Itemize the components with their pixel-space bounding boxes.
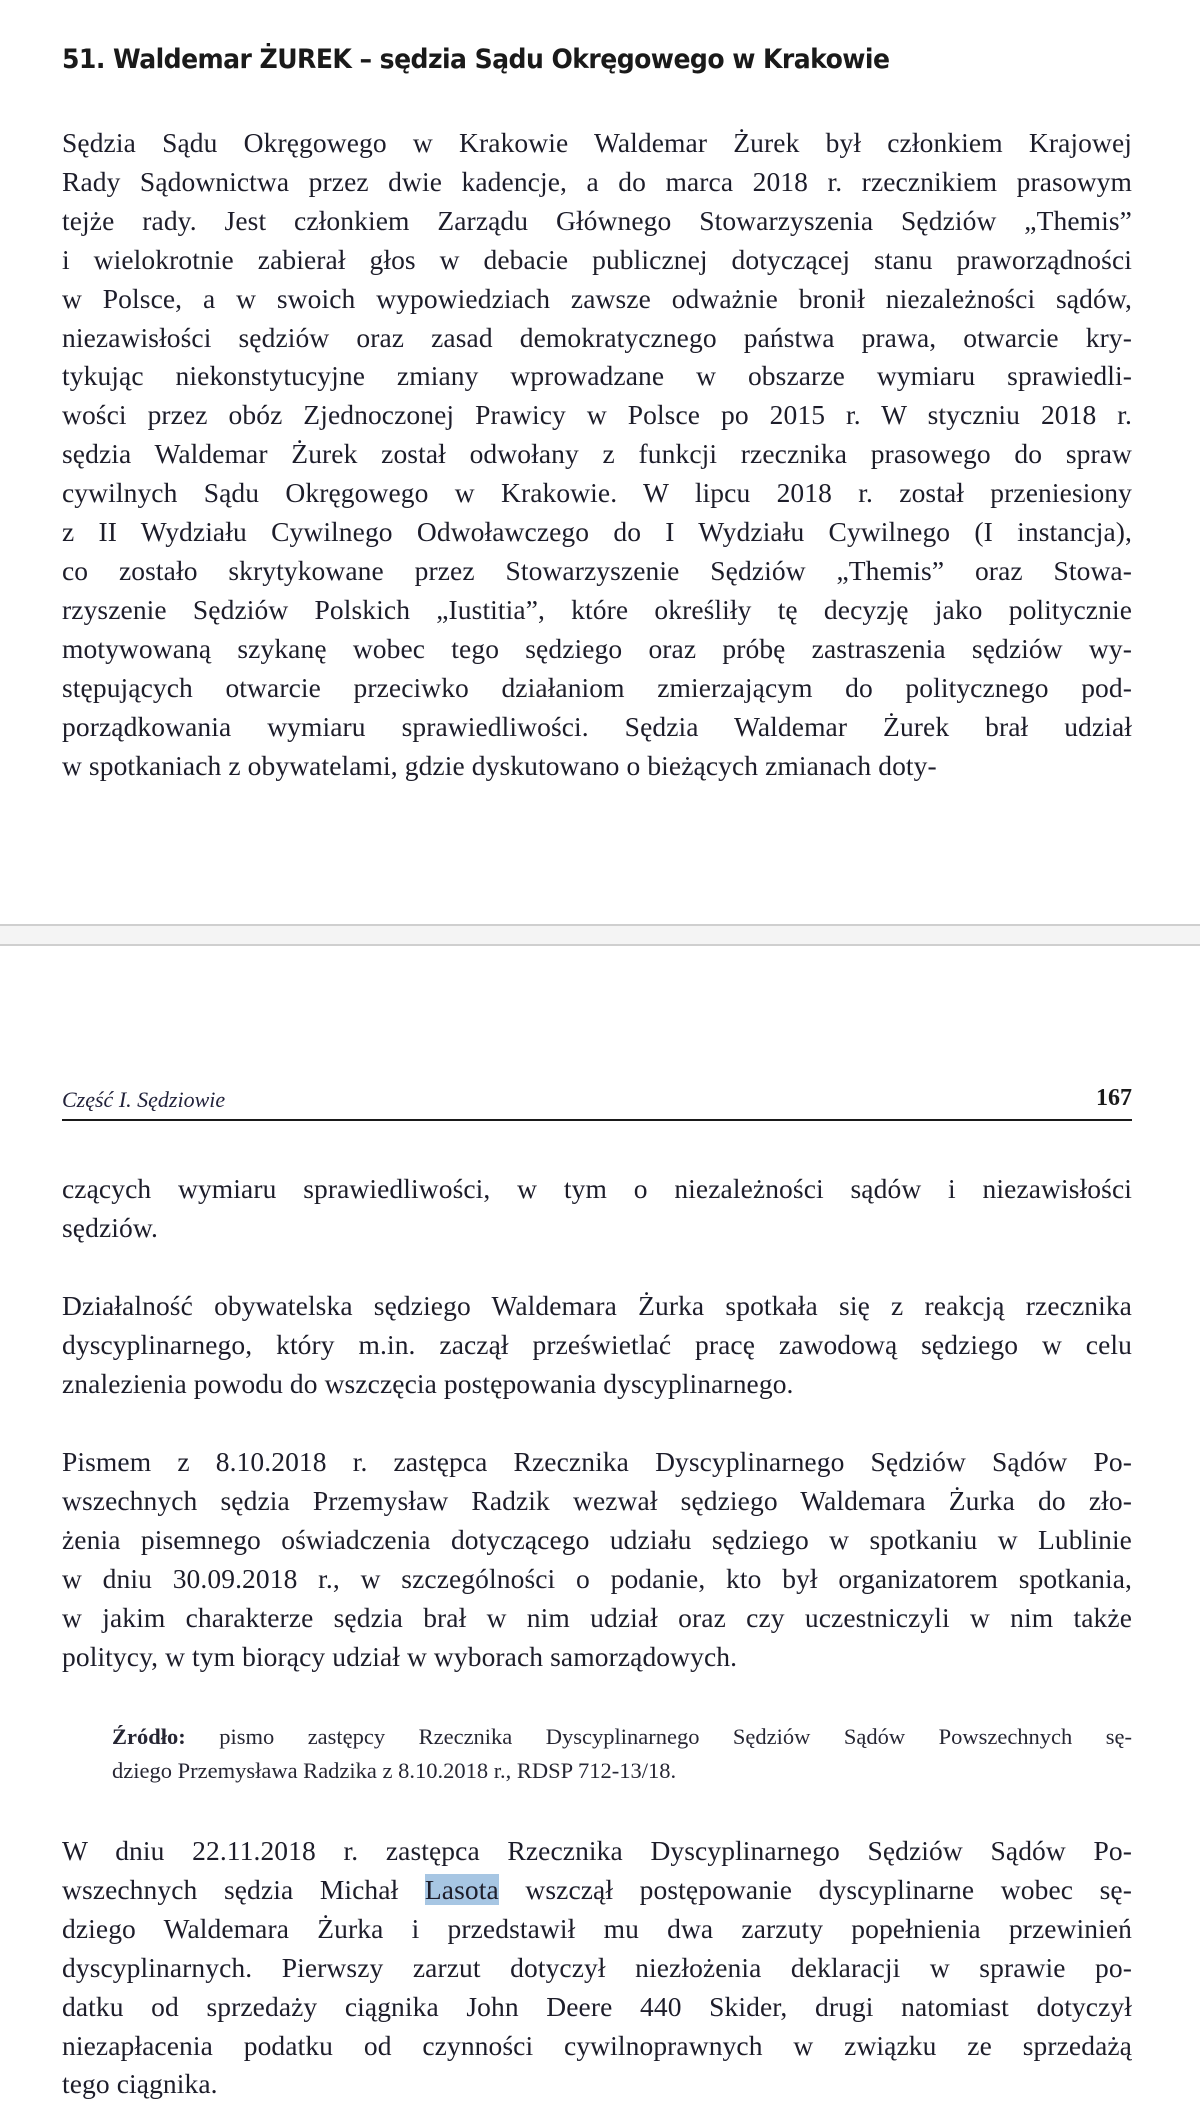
- text-line: stępujących otwarcie przeciwko działaniom zmierzającym do politycznego pod-: [62, 671, 1132, 703]
- text-line: niezapłacenia podatku od czynności cywilnoprawnych w związku ze sprzedażą: [62, 2029, 1132, 2061]
- text-line: w dniu 30.09.2018 r., w szczególności o podanie, kto był organizatorem spotkania,: [62, 1562, 1132, 1594]
- page-separator: [0, 924, 1200, 946]
- text-fragment: wszechnych sędzia Michał: [62, 1873, 425, 1905]
- source-text: dziego Przemysława Radzika z 8.10.2018 r., RDSP 712-13/18.: [112, 1758, 677, 1783]
- text-line: w jakim charakterze sędzia brał w nim udział oraz czy uczestniczyli w nim także: [62, 1601, 1132, 1633]
- text-line: dziego Waldemara Żurka i przedstawił mu dwa zarzuty popełnienia przewinień: [62, 1912, 1132, 1944]
- text-line: politycy, w tym biorący udział w wyborach samorządowych.: [62, 1640, 738, 1672]
- running-title: Część I. Sędziowie: [62, 1087, 226, 1112]
- text-line: cywilnych Sądu Okręgowego w Krakowie. W lipcu 2018 r. został przeniesiony: [62, 477, 1132, 509]
- body-paragraph: [62, 1170, 1132, 1248]
- text-line: tego ciągnika.: [62, 2068, 218, 2100]
- running-header: [62, 1083, 1132, 1121]
- source-label: Źródło:: [112, 1724, 186, 1749]
- body-paragraph: [62, 124, 1132, 785]
- text-line: co zostało skrytykowane przez Stowarzyszenie Sędziów „Themis” oraz Stowa-: [62, 554, 1132, 586]
- text-line: znalezienia powodu do wszczęcia postępowania dyscyplinarnego.: [62, 1367, 794, 1399]
- text-line: czących wymiaru sprawiedliwości, w tym o niezależności sądów i niezawisłości: [62, 1173, 1132, 1204]
- text-line: w Polsce, a w swoich wypowiedziach zawsze odważnie bronił niezależności sądów,: [62, 282, 1132, 314]
- text-line: sędziów.: [62, 1211, 159, 1243]
- text-line: tejże rady. Jest członkiem Zarządu Głównego Stowarzyszenia Sędziów „Themis”: [62, 204, 1132, 236]
- source-citation: [112, 1720, 1132, 1788]
- text-line: Pismem z 8.10.2018 r. zastępca Rzecznika Dyscyplinarnego Sędziów Sądów Po-: [62, 1446, 1132, 1477]
- text-line: dyscyplinarnego, który m.in. zaczął prześwietlać pracę zawodową sędziego w celu: [62, 1328, 1132, 1360]
- text-line: Sędzia Sądu Okręgowego w Krakowie Waldemar Żurek był członkiem Krajowej: [62, 127, 1132, 158]
- text-line: rzyszenie Sędziów Polskich „Iustitia”, które określiły tę decyzję jako politycznie: [62, 593, 1132, 625]
- body-paragraph: [62, 1287, 1132, 1404]
- text-line: żenia pisemnego oświadczenia dotyczącego udziału sędziego w spotkaniu w Lublinie: [62, 1523, 1132, 1555]
- text-line: dyscyplinarnych. Pierwszy zarzut dotyczył niezłożenia deklaracji w sprawie po-: [62, 1951, 1132, 1983]
- selected-text-highlight[interactable]: Lasota: [424, 1873, 499, 1905]
- section-heading: 51. Waldemar ŻUREK – sędzia Sądu Okręgowego w Krakowie: [62, 44, 890, 75]
- text-line: wości przez obóz Zjednoczonej Prawicy w Polsce po 2015 r. W styczniu 2018 r.: [62, 399, 1132, 431]
- page-number: 167: [1096, 1085, 1132, 1111]
- text-line: sędzia Waldemar Żurek został odwołany z funkcji rzecznika prasowego do spraw: [62, 438, 1132, 470]
- text-line: [62, 1871, 1132, 1910]
- text-line: niezawisłości sędziów oraz zasad demokratycznego państwa prawa, otwarcie kry-: [62, 321, 1132, 353]
- text-line: tykując niekonstytucyjne zmiany wprowadzane w obszarze wymiaru sprawiedli-: [62, 360, 1132, 392]
- text-line: datku od sprzedaży ciągnika John Deere 440 Skider, drugi natomiast dotyczył: [62, 1990, 1132, 2022]
- source-text: pismo zastępcy Rzecznika Dyscyplinarnego Sędziów Sądów Powszechnych sę-: [185, 1724, 1132, 1749]
- text-line: i wielokrotnie zabierał głos w debacie publicznej dotyczącej stanu praworządności: [62, 243, 1132, 275]
- text-line: Rady Sądownictwa przez dwie kadencje, a do marca 2018 r. rzecznikiem prasowym: [62, 165, 1132, 197]
- text-line: w spotkaniach z obywatelami, gdzie dyskutowano o bieżących zmianach doty-: [62, 749, 937, 781]
- text-line: z II Wydziału Cywilnego Odwoławczego do I Wydziału Cywilnego (I instancja),: [62, 516, 1132, 548]
- text-line: Działalność obywatelska sędziego Waldemara Żurka spotkała się z reakcją rzecznika: [62, 1290, 1132, 1321]
- body-paragraph: [62, 1443, 1132, 1676]
- document-page-166: [0, 0, 1200, 924]
- body-paragraph: [62, 1832, 1132, 2104]
- text-line: porządkowania wymiaru sprawiedliwości. Sędzia Waldemar Żurek brał udział: [62, 710, 1132, 742]
- text-line: motywowaną szykanę wobec tego sędziego oraz próbę zastraszenia sędziów wy-: [62, 632, 1132, 664]
- text-line: wszechnych sędzia Przemysław Radzik wezwał sędziego Waldemara Żurka do zło-: [62, 1484, 1132, 1516]
- text-line: W dniu 22.11.2018 r. zastępca Rzecznika Dyscyplinarnego Sędziów Sądów Po-: [62, 1835, 1132, 1866]
- text-fragment: wszczął postępowanie dyscyplinarne wobec sę-: [498, 1873, 1132, 1905]
